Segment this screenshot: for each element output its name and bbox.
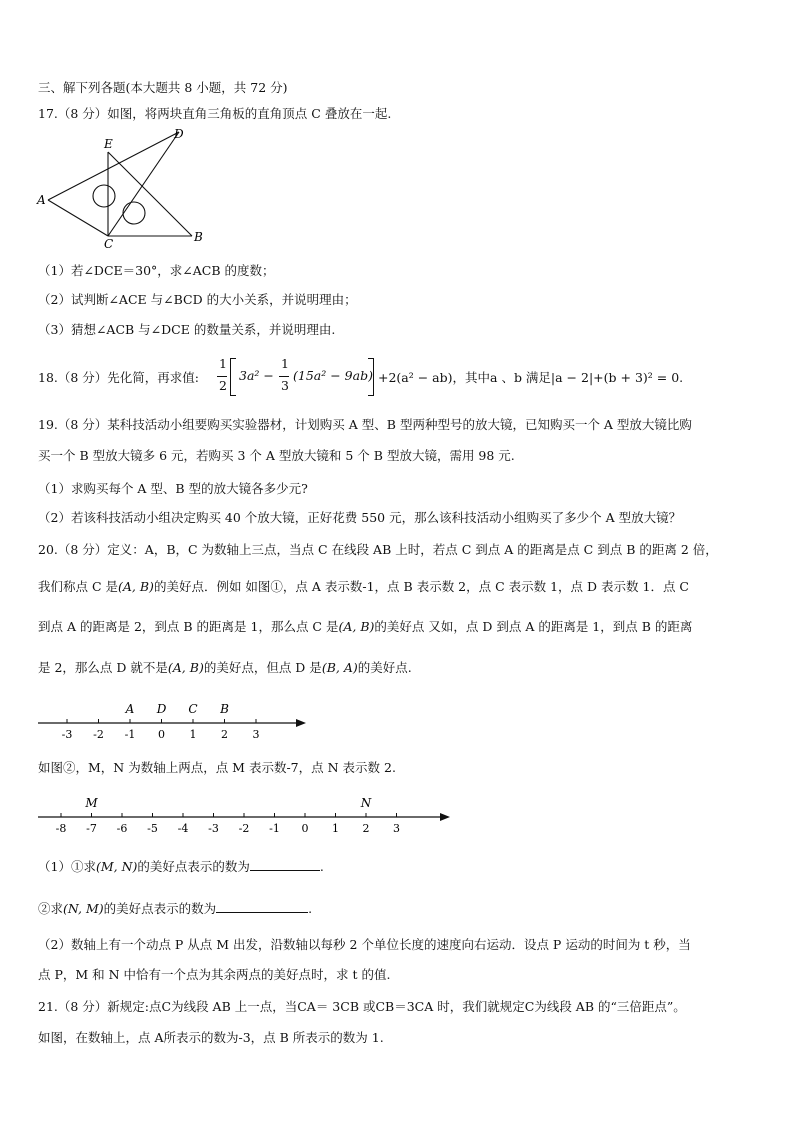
tick-label: -2 — [238, 822, 250, 835]
q17-stem: 17.（8 分）如图，将两块直角三角板的直角顶点 C 叠放在一起. — [38, 106, 392, 121]
q18-frac1-num: 1 — [219, 356, 227, 371]
q20-line4 — [38, 660, 412, 676]
q20-sub2-line1: （2）数轴上有一个动点 P 从点 M 出发，沿数轴以每秒 2 个单位长度的速度向右运动．设点 P 运动的时间为 t 秒，当 — [38, 937, 691, 952]
tick-label: 3 — [252, 728, 260, 741]
point-label-d: D — [156, 702, 167, 716]
tick-label: -6 — [116, 822, 128, 835]
label-e: E — [104, 137, 113, 151]
q18-inner-a: 3a² − — [239, 368, 274, 383]
q19-sub1: （1）求购买每个 A 型、B 型的放大镜各多少元? — [38, 481, 308, 496]
tick-label: 0 — [158, 728, 165, 741]
q21-line1: 21.（8 分）新规定:点C为线段 AB 上一点，当CA＝ 3CB 或CB＝3CA 时，我们就规定C为线段 AB 的“三倍距点”。 — [38, 999, 686, 1014]
q20-sub1c — [38, 900, 312, 917]
tick-label: -2 — [93, 728, 104, 741]
q20-sub2-line2: 点 P，M 和 N 中恰有一个点为其余两点的美好点时，求 t 的值. — [38, 967, 391, 982]
tick-label: 0 — [301, 822, 309, 835]
label-b: B — [194, 230, 203, 244]
q20-line4c: 的美好点. — [357, 660, 412, 675]
q20-sub1a: （1）①求 — [38, 859, 96, 874]
q20-pair-ab-3: (A, B) — [167, 660, 204, 675]
q20-sub1-end: . — [319, 859, 324, 874]
q20-line3b: 的美好点 又如，点 D 到点 A 的距离是 1，到点 B 的距离 — [374, 619, 693, 634]
q20-sub1c-text: ②求 — [38, 901, 64, 916]
label-c: C — [104, 237, 114, 251]
q20-pair-ab-1: (A, B) — [118, 579, 154, 594]
q20-sub1d-end: . — [308, 901, 313, 916]
tick-label: 1 — [189, 728, 197, 741]
q20-sub1d: 的美好点表示的数为 — [103, 901, 217, 916]
point-label-c: C — [188, 702, 198, 716]
answer-blank-1[interactable] — [250, 858, 320, 871]
point-label-a: A — [125, 702, 135, 716]
q18-right-bracket — [368, 358, 374, 396]
number-line-1 — [36, 694, 326, 744]
q20-line2b: 的美好点．例如 如图①，点 A 表示数-1，点 B 表示数 2，点 C 表示数 1，点 D 表示数 1．点 C — [153, 579, 689, 594]
q19-line1: 19.（8 分）某科技活动小组要购买实验器材，计划购买 A 型、B 型两种型号的放大镜，已知购买一个 A 型放大镜比购 — [38, 417, 692, 432]
number-line-2 — [36, 788, 466, 838]
tick-label: -1 — [269, 822, 280, 835]
q21-line2: 如图，在数轴上，点 A所表示的数为-3，点 B 所表示的数为 1. — [38, 1030, 384, 1045]
q20-pair-nm: (N, M) — [63, 901, 104, 916]
q17-triangle-figure — [34, 126, 234, 251]
q20-sub1b: 的美好点表示的数为 — [137, 859, 250, 874]
q19-sub2: （2）若该科技活动小组决定购买 40 个放大镜，正好花费 550 元，那么该科技活动小组购买了多少个 A 型放大镜？ — [38, 510, 682, 525]
q20-line2a: 我们称点 C 是 — [38, 579, 119, 594]
q18-inner-b: (15a² − 9ab) — [293, 368, 373, 383]
q18-frac2-bar — [279, 376, 289, 377]
q20-line3 — [38, 619, 692, 635]
answer-blank-2[interactable] — [216, 900, 308, 913]
tick-label: -8 — [55, 822, 67, 835]
q18-frac2-den: 3 — [281, 378, 289, 393]
q20-line4a: 是 2，那么点 D 就不是 — [38, 660, 168, 675]
point-label-n: N — [360, 796, 372, 810]
axis-arrow — [440, 813, 450, 821]
q20-pair-ab-2: (A, B) — [338, 619, 375, 634]
q20-pair-ba: (B, A) — [321, 660, 358, 675]
tick-label: -4 — [177, 822, 189, 835]
q20-fig2-text: 如图②，M，N 为数轴上两点，点 M 表示数-7，点 N 表示数 2. — [38, 760, 396, 775]
tick-label: -3 — [208, 822, 219, 835]
q17-sub2: （2）试判断∠ACE 与∠BCD 的大小关系，并说明理由； — [38, 292, 357, 307]
tick-label: 2 — [221, 728, 228, 741]
tick-label: -1 — [124, 728, 136, 741]
section-header: 三、解下列各题(本大题共 8 小题，共 72 分) — [38, 80, 288, 95]
point-label-b: B — [220, 702, 229, 716]
tick-label: -7 — [86, 822, 97, 835]
q18-left-bracket — [230, 358, 236, 396]
q20-line3a: 到点 A 的距离是 2，到点 B 的距离是 1，那么点 C 是 — [38, 619, 339, 634]
tick-label: 1 — [332, 822, 339, 835]
label-a: A — [37, 193, 46, 207]
tick-label: 2 — [362, 822, 370, 835]
q20-line4b: 的美好点，但点 D 是 — [203, 660, 322, 675]
q20-sub1 — [38, 858, 324, 875]
q18-frac1-den: 2 — [219, 378, 227, 393]
q20-line2 — [38, 579, 689, 595]
axis-arrow — [296, 719, 306, 727]
tick-label: -5 — [147, 822, 158, 835]
tick-label: 3 — [393, 822, 400, 835]
q18-frac2-num: 1 — [281, 356, 289, 371]
tick-label: -3 — [61, 728, 73, 741]
q20-line1: 20.（8 分）定义：A，B，C 为数轴上三点，当点 C 在线段 AB 上时，若点 C 到点 A 的距离是点 C 到点 B 的距离 2 倍， — [38, 542, 718, 557]
q20-pair-mn: (M, N) — [95, 859, 138, 874]
label-d: D — [174, 127, 184, 141]
q17-sub1: （1）若∠DCE＝30°，求∠ACB 的度数； — [38, 263, 275, 278]
q18-tail: +2(a² − ab)，其中a 、b 满足|a − 2|+(b + 3)² = 0. — [378, 370, 684, 385]
q17-sub3: （3）猜想∠ACB 与∠DCE 的数量关系，并说明理由. — [38, 322, 336, 337]
q18-prefix: 18.（8 分）先化简，再求值: — [38, 370, 200, 385]
q18-frac1-bar — [217, 376, 227, 377]
point-label-m: M — [85, 796, 98, 810]
q19-line2: 买一个 B 型放大镜多 6 元，若购买 3 个 A 型放大镜和 5 个 B 型放大镜，需用 98 元. — [38, 448, 515, 463]
